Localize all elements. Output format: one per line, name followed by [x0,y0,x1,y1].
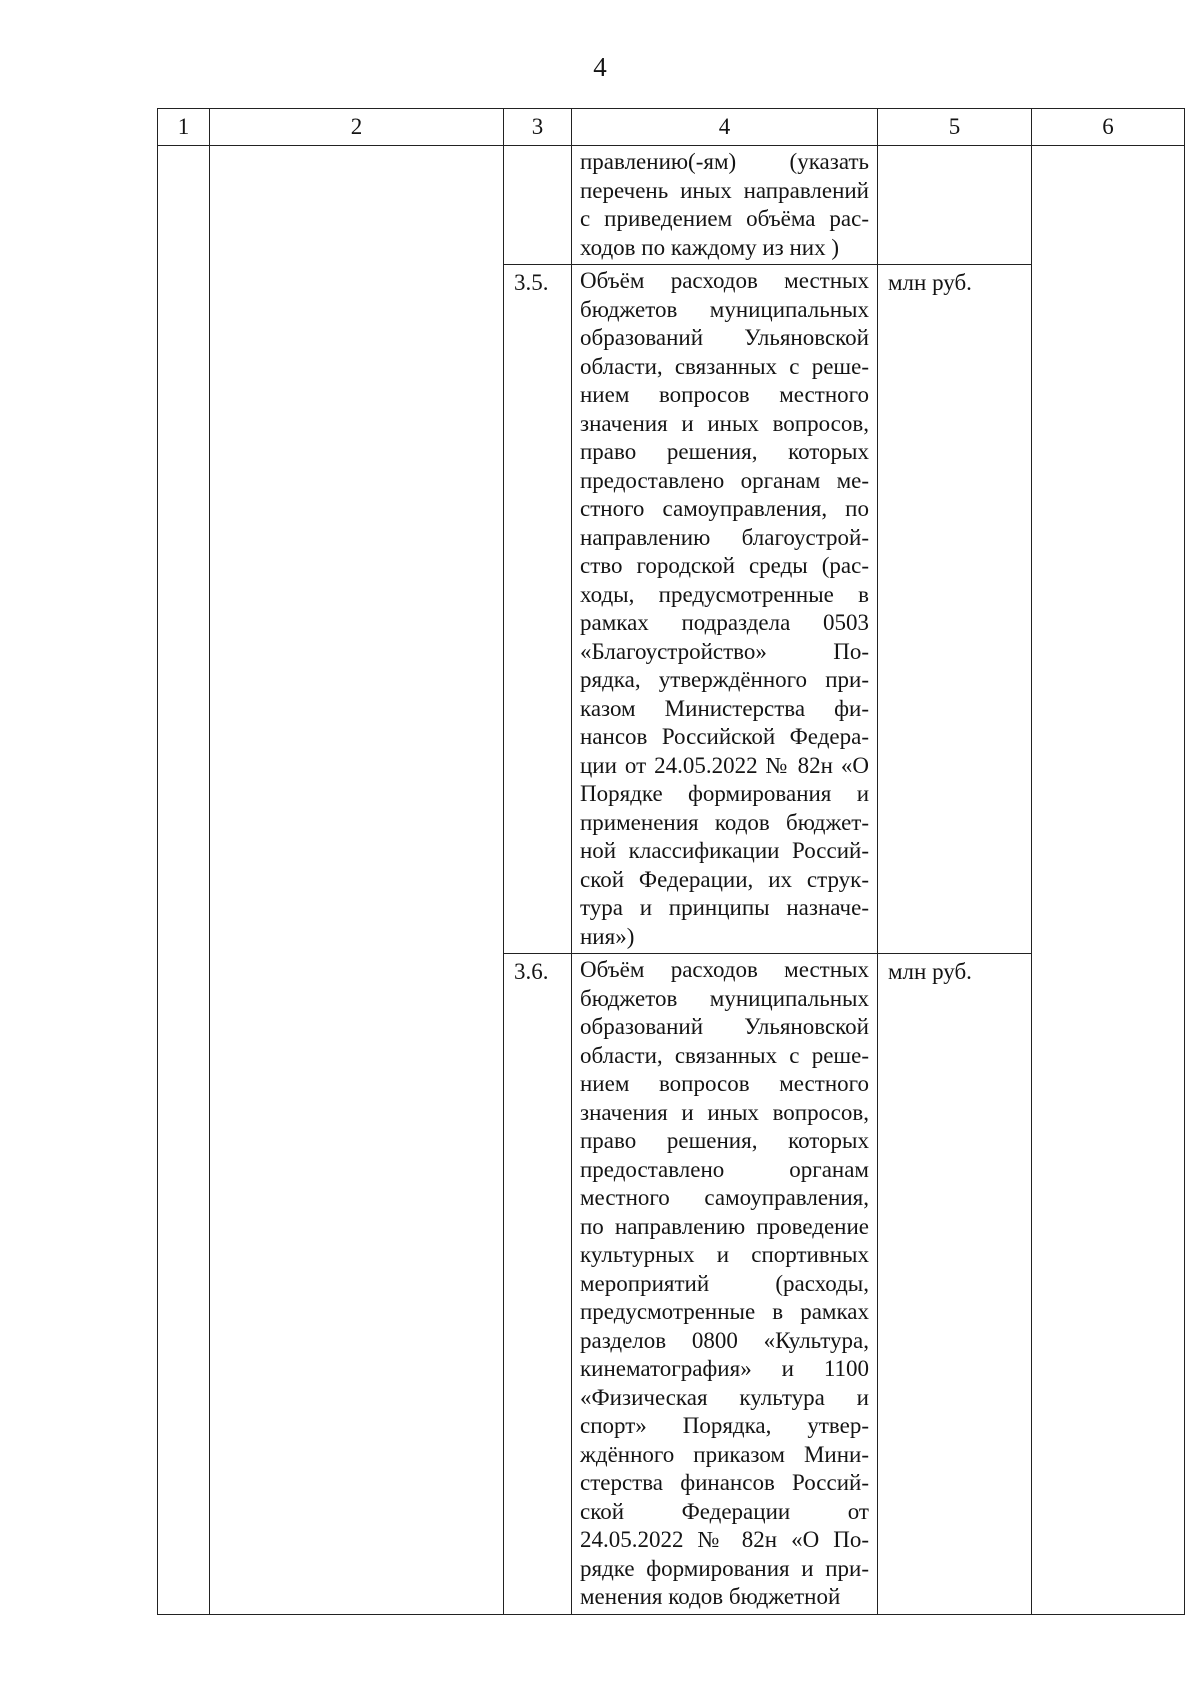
text-line: правлению(-ям) (указать [580,149,869,174]
row-number: 3.6. [504,954,572,1615]
text-line: ской Федерации от [580,1498,869,1524]
col-header-2: 2 [210,109,504,146]
table-row [158,146,1185,265]
text-line: местного самоуправления, [580,1185,869,1210]
text-line: культурных и спортивных [580,1242,869,1267]
text-line: области, связанных с реше- [580,1042,869,1068]
text-line: образований Ульяновской [580,325,869,350]
text-line: стерства финансов Россий- [580,1470,869,1495]
text-line: предоставлено органам [580,1156,869,1182]
text-line: ходы, предусмотренные в [580,581,869,607]
text-line: бюджетов муниципальных [580,985,869,1011]
text-line: нансов Российской Федера- [580,724,869,749]
text-line: спорт» Порядка, утвер- [580,1413,869,1438]
text-line: менения кодов бюджетной [580,1584,841,1609]
text-line: Объём расходов местных [580,268,869,293]
text-line: «Физическая культура и [580,1384,869,1410]
col-header-4: 4 [572,109,878,146]
text-line: стного самоуправления, по [580,496,869,521]
text-line: бюджетов муниципальных [580,296,869,322]
header-row [158,109,1185,146]
row-description [572,954,878,1615]
text-line: применения кодов бюджет- [580,809,869,835]
text-line: нием вопросов местного [580,1071,869,1096]
text-line: кинематография» и 1100 [580,1356,869,1381]
row-unit [878,146,1032,265]
text-line: ной классификации Россий- [580,838,869,863]
col-header-3: 3 [504,109,572,146]
text-line: ждённого приказом Мини- [580,1441,869,1467]
text-line: Порядке формирования и [580,781,869,806]
text-line: рамках подраздела 0503 [580,610,869,635]
text-line: мероприятий (расходы, [580,1270,869,1296]
text-line: Объём расходов местных [580,957,869,982]
row-unit: млн руб. [878,265,1032,954]
row-description [572,265,878,954]
text-line: рядка, утверждённого при- [580,667,869,692]
text-line: ции от 24.05.2022 № 82н «О [580,752,869,778]
cell-col2 [210,146,504,1615]
text-line: образований Ульяновской [580,1014,869,1039]
col-header-6: 6 [1032,109,1185,146]
text-line: значения и иных вопросов, [580,410,869,436]
text-line: ния») [580,923,635,949]
cell-col6 [1032,146,1185,1615]
col-header-1: 1 [158,109,210,146]
text-line: право решения, которых [580,1128,869,1153]
row-number: 3.5. [504,265,572,954]
text-line: области, связанных с реше- [580,353,869,379]
text-line: рядке формирования и при- [580,1555,869,1581]
text-line: тура и принципы назначе- [580,895,869,920]
text-line: ской Федерации, их струк- [580,866,869,892]
text-line: разделов 0800 «Культура, [580,1327,869,1353]
text-line: казом Министерства фи- [580,695,869,721]
text-line: предусмотренные в рамках [580,1299,869,1324]
text-line: «Благоустройство» По- [580,638,869,664]
row-description [572,146,878,265]
text-line: предоставлено органам ме- [580,467,869,493]
row-number [504,146,572,265]
text-line: направлению благоустрой- [580,524,869,550]
text-line: ходов по каждому из них ) [580,234,839,260]
col-header-5: 5 [878,109,1032,146]
row-unit: млн руб. [878,954,1032,1615]
text-line: перечень иных направлений [580,177,869,203]
text-line: значения и иных вопросов, [580,1099,869,1125]
cell-col1 [158,146,210,1615]
text-line: 24.05.2022 № 82н «О По- [580,1527,869,1552]
text-line: с приведением объёма рас- [580,206,869,231]
indicators-table [157,108,1185,1615]
text-line: по направлению проведение [580,1213,869,1239]
page-number: 4 [593,52,607,82]
text-line: ство городской среды (рас- [580,553,869,578]
text-line: право решения, которых [580,439,869,464]
text-line: нием вопросов местного [580,382,869,407]
